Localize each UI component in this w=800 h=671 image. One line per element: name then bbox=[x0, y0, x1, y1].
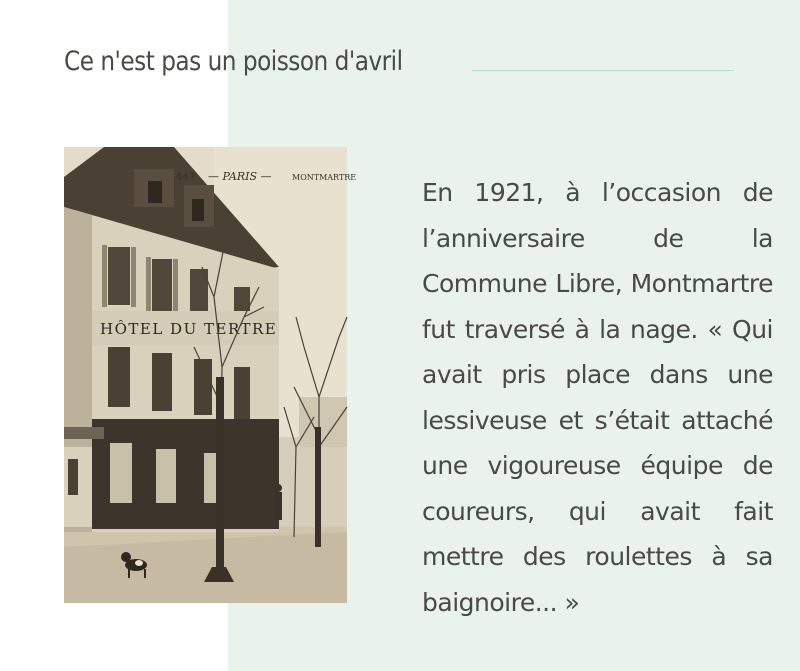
story-paragraph: En 1921, à l’occasion de l’anniversaire de la Commune Libre, Montmartre fut traversé à la nage. « Qui avait pris place dans une lessiveuse et s’était attaché une vigoureuse équipe de coureurs, qui avait fait mettre des roulettes à sa baignoire... » bbox=[422, 178, 773, 617]
postcard-caption-city: — PARIS — bbox=[208, 170, 272, 183]
title-divider bbox=[472, 70, 734, 71]
page-title: Ce n'est pas un poisson d'avril bbox=[64, 46, 403, 77]
postcard-caption-place: MONTMARTRE bbox=[292, 173, 357, 182]
hotel-sign-text: HÔTEL DU TERTRE bbox=[100, 320, 278, 338]
vintage-postcard-photo bbox=[64, 147, 357, 603]
postcard-caption-number: 447 bbox=[176, 172, 196, 183]
